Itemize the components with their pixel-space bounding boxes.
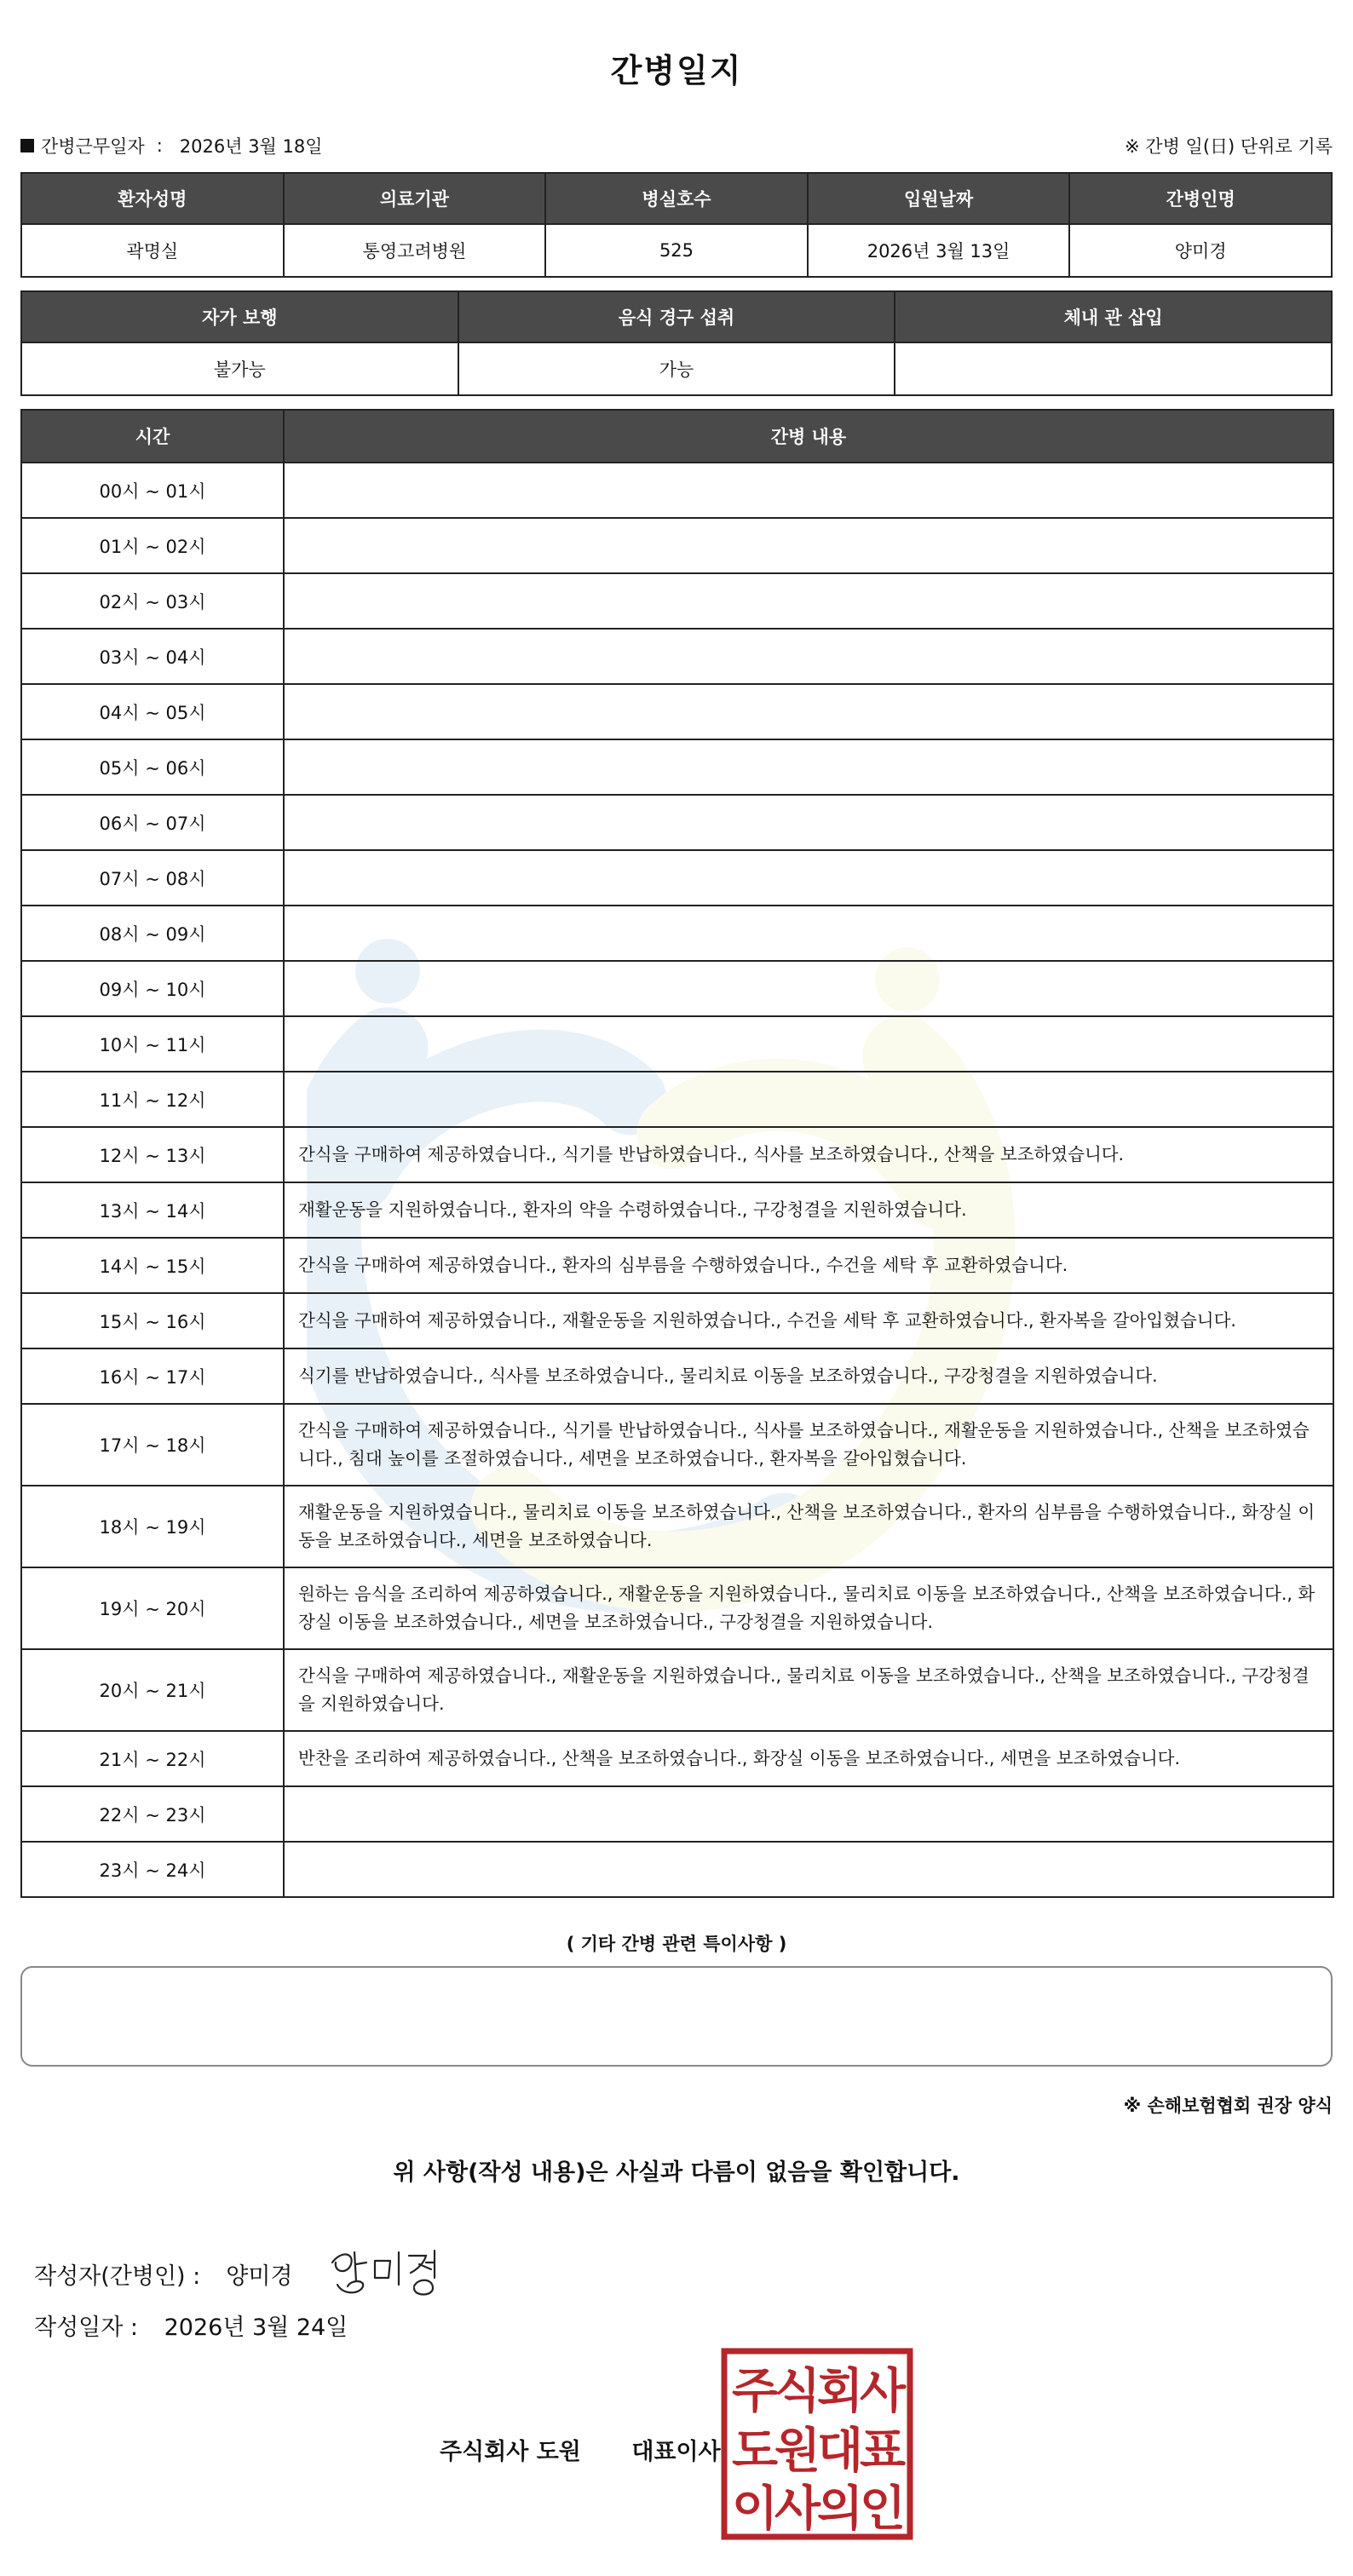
care-time: 19시 ~ 20시 bbox=[21, 1567, 284, 1649]
care-time: 20시 ~ 21시 bbox=[21, 1649, 284, 1731]
svg-text:사: 사 bbox=[774, 2481, 821, 2537]
svg-text:대: 대 bbox=[816, 2424, 864, 2479]
status-header-row bbox=[21, 291, 1332, 342]
company-name: 주식회사 도원 bbox=[440, 2439, 581, 2465]
care-time: 07시 ~ 08시 bbox=[21, 850, 284, 906]
care-log-row bbox=[21, 739, 1333, 795]
care-content: 간식을 구매하여 제공하였습니다., 재활운동을 지원하였습니다., 수건을 세탁 후 교환하였습니다., 환자복을 갈아입혔습니다. bbox=[284, 1293, 1333, 1348]
recommend-note: ※ 손해보험협회 권장 양식 bbox=[1123, 2096, 1333, 2116]
header-caregiver-name: 간병인명 bbox=[1069, 173, 1332, 224]
notes-title: ( 기타 간병 관련 특이사항 ) bbox=[566, 1934, 787, 1954]
care-time: 08시 ~ 09시 bbox=[21, 906, 284, 961]
care-content bbox=[284, 573, 1333, 629]
care-log-row bbox=[21, 573, 1333, 629]
header-tube-insertion: 체내 관 삽입 bbox=[895, 291, 1332, 342]
care-content bbox=[284, 850, 1333, 906]
care-time: 10시 ~ 11시 bbox=[21, 1016, 284, 1072]
care-log-row bbox=[21, 961, 1333, 1016]
care-log-row bbox=[21, 1486, 1333, 1567]
care-log-row bbox=[21, 684, 1333, 739]
care-content: 원하는 음식을 조리하여 제공하였습니다., 재활운동을 지원하였습니다., 물리치료 이동을 보조하였습니다., 산책을 보조하였습니다., 화장실 이동을 보조하였습니다., 세면을 보조하였습니다., 구강청결을 지원하였습니다. bbox=[284, 1567, 1333, 1649]
care-time: 21시 ~ 22시 bbox=[21, 1731, 284, 1786]
svg-text:주: 주 bbox=[731, 2364, 779, 2419]
care-time: 02시 ~ 03시 bbox=[21, 573, 284, 629]
header-care-content: 간병 내용 bbox=[284, 410, 1333, 463]
care-content bbox=[284, 961, 1333, 1016]
care-log-row bbox=[21, 1016, 1333, 1072]
work-date-separator: : bbox=[156, 135, 163, 156]
room-number: 525 bbox=[545, 224, 808, 277]
care-content bbox=[284, 463, 1333, 518]
care-time: 15시 ~ 16시 bbox=[21, 1293, 284, 1348]
care-content: 재활운동을 지원하였습니다., 환자의 약을 수령하였습니다., 구강청결을 지원하였습니다. bbox=[284, 1182, 1333, 1238]
care-time: 03시 ~ 04시 bbox=[21, 629, 284, 684]
care-time: 17시 ~ 18시 bbox=[21, 1404, 284, 1486]
header-oral-intake: 음식 경구 섭취 bbox=[458, 291, 895, 342]
patient-header-row bbox=[21, 173, 1332, 224]
care-log-row bbox=[21, 1404, 1333, 1486]
care-time: 12시 ~ 13시 bbox=[21, 1127, 284, 1182]
care-time: 13시 ~ 14시 bbox=[21, 1182, 284, 1238]
care-content: 재활운동을 지원하였습니다., 물리치료 이동을 보조하였습니다., 산책을 보조하였습니다., 환자의 심부름을 수행하였습니다., 화장실 이동을 보조하였습니다., 세면을 보조하였습니다. bbox=[284, 1486, 1333, 1567]
svg-text:이: 이 bbox=[731, 2481, 779, 2537]
record-note: ※ 간병 일(日) 단위로 기록 bbox=[1125, 136, 1333, 157]
oral-intake-value: 가능 bbox=[458, 342, 895, 395]
header-admission-date: 입원날짜 bbox=[808, 173, 1070, 224]
care-log-row bbox=[21, 906, 1333, 961]
care-log-row bbox=[21, 463, 1333, 518]
header-hospital: 의료기관 bbox=[284, 173, 546, 224]
care-log-row bbox=[21, 1238, 1333, 1293]
admission-date: 2026년 3월 13일 bbox=[808, 224, 1070, 277]
written-date-value: 2026년 3월 24일 bbox=[164, 2314, 348, 2341]
care-time: 22시 ~ 23시 bbox=[21, 1786, 284, 1842]
svg-text:회: 회 bbox=[816, 2364, 864, 2419]
care-content: 간식을 구매하여 제공하였습니다., 식기를 반납하였습니다., 식사를 보조하였습니다., 산책을 보조하였습니다. bbox=[284, 1127, 1333, 1182]
work-date-line bbox=[20, 133, 323, 158]
header-time: 시간 bbox=[21, 410, 284, 463]
care-content bbox=[284, 1842, 1333, 1897]
handwritten-signature bbox=[325, 2244, 453, 2303]
care-log-row bbox=[21, 629, 1333, 684]
care-content bbox=[284, 629, 1333, 684]
care-time: 18시 ~ 19시 bbox=[21, 1486, 284, 1567]
care-content bbox=[284, 1786, 1333, 1842]
care-log-row bbox=[21, 1348, 1333, 1404]
caregiver-name: 양미경 bbox=[1069, 224, 1332, 277]
care-log-row bbox=[21, 1786, 1333, 1842]
care-time: 00시 ~ 01시 bbox=[21, 463, 284, 518]
care-content: 간식을 구매하여 제공하였습니다., 환자의 심부름을 수행하였습니다., 수건을 세탁 후 교환하였습니다. bbox=[284, 1238, 1333, 1293]
care-time: 23시 ~ 24시 bbox=[21, 1842, 284, 1897]
work-date-value: 2026년 3월 18일 bbox=[179, 136, 323, 157]
patient-name: 곽명실 bbox=[21, 224, 284, 277]
document-title: 간병일지 bbox=[610, 52, 743, 89]
care-time: 04시 ~ 05시 bbox=[21, 684, 284, 739]
care-log-row bbox=[21, 1567, 1333, 1649]
care-content: 간식을 구매하여 제공하였습니다., 식기를 반납하였습니다., 식사를 보조하였습니다., 재활운동을 지원하였습니다., 산책을 보조하였습니다., 침대 높이를 조절하였습니다., 세면을 보조하였습니다., 환자복을 갈아입혔습니다. bbox=[284, 1404, 1333, 1486]
care-time: 16시 ~ 17시 bbox=[21, 1348, 284, 1404]
patient-info-table bbox=[20, 172, 1333, 278]
care-log-row bbox=[21, 518, 1333, 573]
care-log-row bbox=[21, 1182, 1333, 1238]
writer-line bbox=[34, 2244, 453, 2303]
written-date-line bbox=[34, 2309, 348, 2342]
company-ceo-title: 대표이사 bbox=[631, 2439, 721, 2465]
header-room: 병실호수 bbox=[545, 173, 808, 224]
writer-name: 양미경 bbox=[226, 2263, 293, 2290]
svg-text:도: 도 bbox=[731, 2424, 779, 2479]
square-bullet-icon bbox=[20, 139, 34, 152]
care-content bbox=[284, 1072, 1333, 1127]
work-date-label: 간병근무일자 bbox=[41, 136, 145, 157]
header-patient-name: 환자성명 bbox=[21, 173, 284, 224]
care-time: 06시 ~ 07시 bbox=[21, 795, 284, 850]
self-walking-value: 불가능 bbox=[21, 342, 458, 395]
care-content: 간식을 구매하여 제공하였습니다., 재활운동을 지원하였습니다., 물리치료 이동을 보조하였습니다., 산책을 보조하였습니다., 구강청결을 지원하였습니다. bbox=[284, 1649, 1333, 1731]
care-log-row bbox=[21, 1127, 1333, 1182]
svg-text:원: 원 bbox=[774, 2424, 821, 2479]
tube-insertion-value bbox=[895, 342, 1332, 395]
patient-status-table bbox=[20, 290, 1333, 396]
care-log-row bbox=[21, 1842, 1333, 1897]
care-content bbox=[284, 795, 1333, 850]
svg-text:사: 사 bbox=[859, 2364, 907, 2419]
care-log-table bbox=[20, 409, 1334, 1898]
care-time: 09시 ~ 10시 bbox=[21, 961, 284, 1016]
svg-text:의: 의 bbox=[816, 2481, 864, 2537]
care-time: 05시 ~ 06시 bbox=[21, 739, 284, 795]
written-date-label: 작성일자 : bbox=[34, 2314, 139, 2341]
svg-text:인: 인 bbox=[859, 2481, 907, 2537]
care-log-row bbox=[21, 1649, 1333, 1731]
care-time: 01시 ~ 02시 bbox=[21, 518, 284, 573]
care-log-header-row bbox=[21, 410, 1333, 463]
care-log-row bbox=[21, 850, 1333, 906]
notes-field[interactable] bbox=[20, 1966, 1333, 2067]
company-line bbox=[440, 2433, 721, 2466]
company-seal-stamp bbox=[721, 2348, 913, 2540]
care-content: 반찬을 조리하여 제공하였습니다., 산책을 보조하였습니다., 화장실 이동을 보조하였습니다., 세면을 보조하였습니다. bbox=[284, 1731, 1333, 1786]
care-log-row bbox=[21, 1293, 1333, 1348]
care-content bbox=[284, 1016, 1333, 1072]
care-content bbox=[284, 518, 1333, 573]
care-time: 11시 ~ 12시 bbox=[21, 1072, 284, 1127]
care-content bbox=[284, 739, 1333, 795]
confirmation-statement: 위 사항(작성 내용)은 사실과 다름이 없음을 확인합니다. bbox=[393, 2159, 960, 2186]
writer-label: 작성자(간병인) : bbox=[34, 2263, 201, 2290]
care-content bbox=[284, 684, 1333, 739]
care-log-row bbox=[21, 795, 1333, 850]
care-time: 14시 ~ 15시 bbox=[21, 1238, 284, 1293]
patient-value-row bbox=[21, 224, 1332, 277]
care-log-row bbox=[21, 1072, 1333, 1127]
header-self-walking: 자가 보행 bbox=[21, 291, 458, 342]
svg-text:표: 표 bbox=[859, 2424, 907, 2479]
svg-text:식: 식 bbox=[774, 2364, 821, 2419]
care-log-row bbox=[21, 1731, 1333, 1786]
hospital-name: 통영고려병원 bbox=[284, 224, 546, 277]
care-content: 식기를 반납하였습니다., 식사를 보조하였습니다., 물리치료 이동을 보조하였습니다., 구강청결을 지원하였습니다. bbox=[284, 1348, 1333, 1404]
care-content bbox=[284, 906, 1333, 961]
status-value-row bbox=[21, 342, 1332, 395]
